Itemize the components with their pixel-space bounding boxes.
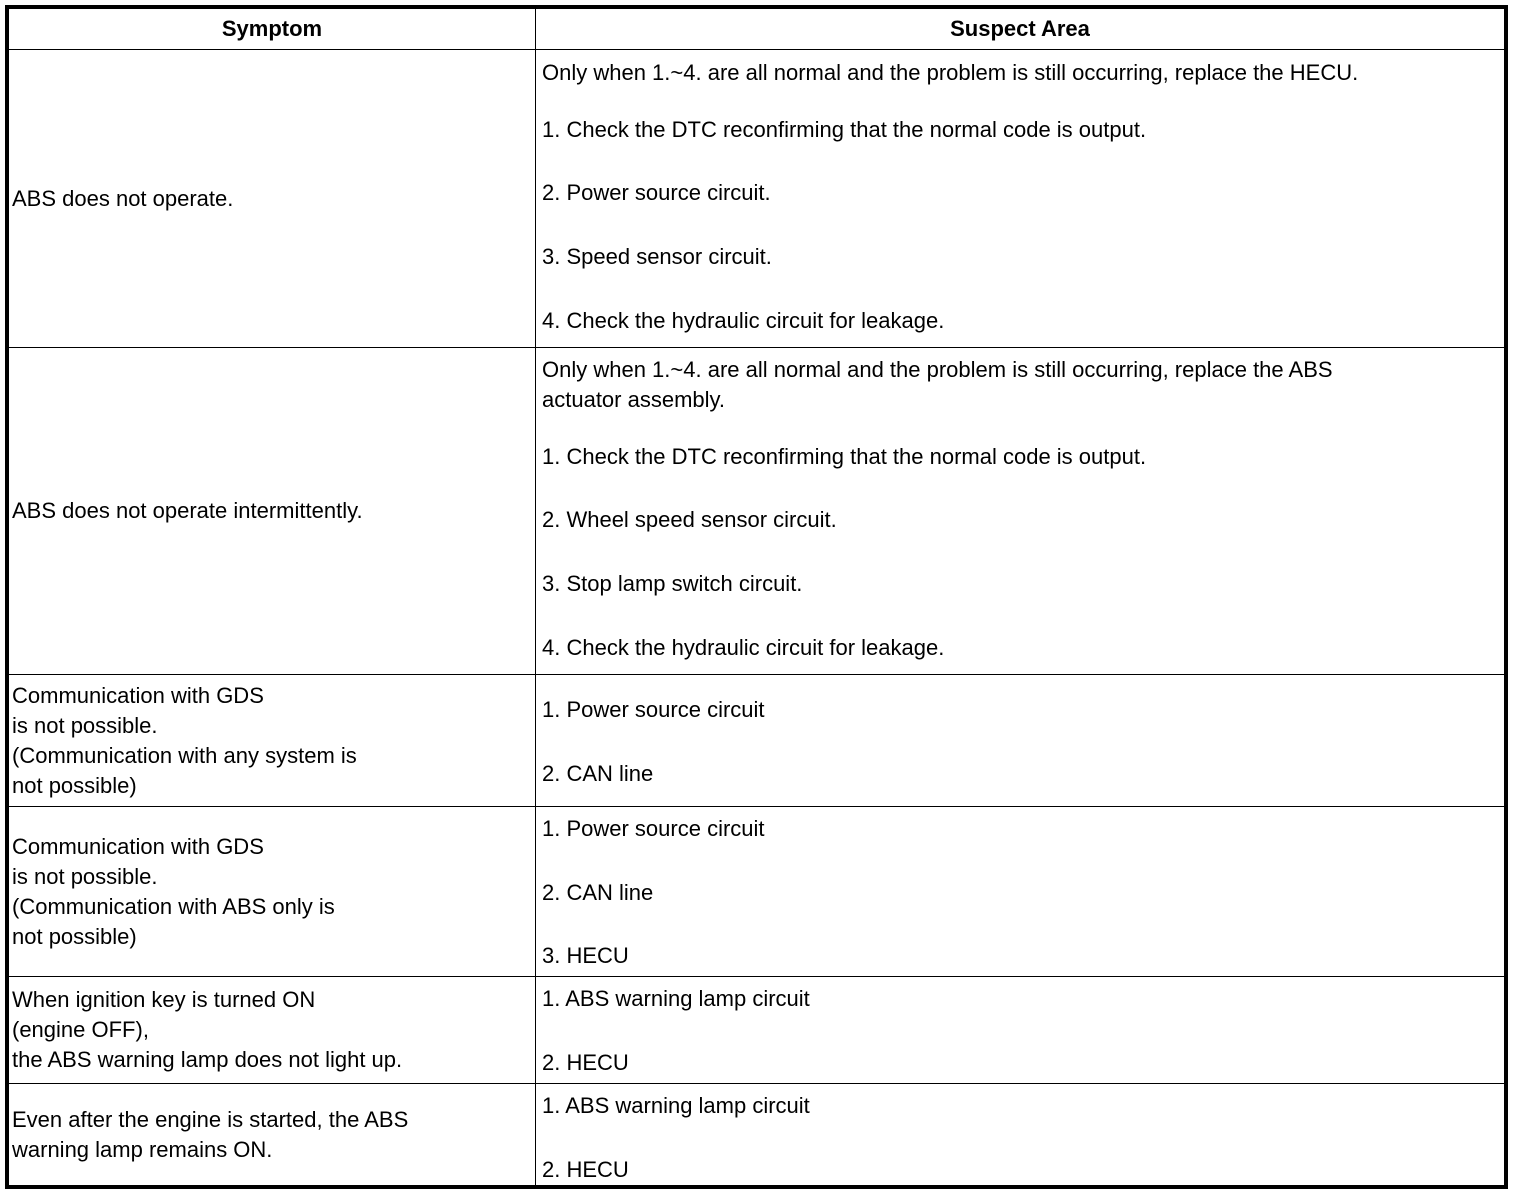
suspect-line: 2. Wheel speed sensor circuit. (542, 507, 837, 532)
symptom-text: ABS does not operate intermittently. (12, 498, 363, 523)
symptom-text: is not possible. (12, 712, 158, 738)
symptom-cell (9, 675, 536, 806)
suspect-area-cell (536, 50, 1504, 347)
symptom-text: ABS does not operate. (12, 185, 234, 211)
symptom-text: (Communication with ABS only is (12, 893, 335, 919)
header-symptom: Symptom (9, 9, 536, 49)
suspect-line: 1. ABS warning lamp circuit (542, 1093, 810, 1118)
suspect-area-cell (536, 1084, 1504, 1185)
symptom-text: the ABS warning lamp does not light up. (12, 1047, 403, 1072)
symptom-text: Communication with GDS (12, 682, 264, 708)
symptom-text: is not possible. (12, 863, 158, 889)
suspect-line: 2. Power source circuit. (542, 180, 771, 205)
symptom-cell (9, 50, 536, 347)
table-row (9, 806, 1504, 976)
suspect-line: 1. Check the DTC reconfirming that the normal code is output. (542, 444, 1147, 469)
suspect-line: Only when 1.~4. are all normal and the problem is still occurring, replace the ABS (542, 357, 1333, 382)
suspect-line: 2. CAN line (542, 761, 654, 786)
symptom-text: (Communication with any system is (12, 742, 357, 768)
suspect-line: 2. HECU (542, 1050, 629, 1075)
symptom-text: not possible) (12, 772, 137, 798)
suspect-line: 1. Check the DTC reconfirming that the normal code is output. (542, 117, 1147, 142)
symptom-cell (9, 1084, 536, 1185)
suspect-line: 3. HECU (542, 943, 629, 968)
symptom-table (5, 5, 1508, 1189)
suspect-line: actuator assembly. (542, 387, 726, 412)
symptom-text: not possible) (12, 923, 137, 949)
suspect-line: 1. Power source circuit (542, 697, 765, 722)
suspect-line: 2. HECU (542, 1157, 629, 1182)
suspect-area-cell (536, 977, 1504, 1083)
symptom-text: (engine OFF), (12, 1017, 149, 1042)
suspect-line: 2. CAN line (542, 880, 654, 905)
suspect-line: 4. Check the hydraulic circuit for leakage. (542, 308, 945, 333)
table-header-row (9, 9, 1504, 49)
suspect-line: Only when 1.~4. are all normal and the problem is still occurring, replace the HECU. (542, 60, 1359, 85)
symptom-text: When ignition key is turned ON (12, 987, 316, 1012)
symptom-text: warning lamp remains ON. (12, 1136, 273, 1162)
suspect-line: 1. Power source circuit (542, 816, 765, 841)
symptom-cell (9, 348, 536, 674)
header-suspect-area: Suspect Area (950, 16, 1090, 41)
suspect-line: 3. Stop lamp switch circuit. (542, 571, 803, 596)
suspect-line: 1. ABS warning lamp circuit (542, 986, 810, 1011)
table-row (9, 674, 1504, 806)
symptom-cell (9, 807, 536, 976)
table-row (9, 49, 1504, 347)
suspect-area-cell (536, 675, 1504, 806)
suspect-line: 3. Speed sensor circuit. (542, 244, 772, 269)
suspect-area-cell (536, 807, 1504, 976)
table-row (9, 976, 1504, 1083)
table-row (9, 1083, 1504, 1185)
symptom-text: Even after the engine is started, the ABS (12, 1106, 409, 1132)
symptom-text: Communication with GDS (12, 833, 264, 859)
table-row (9, 347, 1504, 674)
symptom-cell (9, 977, 536, 1083)
suspect-line: 4. Check the hydraulic circuit for leakage. (542, 635, 945, 660)
suspect-area-cell (536, 348, 1504, 674)
